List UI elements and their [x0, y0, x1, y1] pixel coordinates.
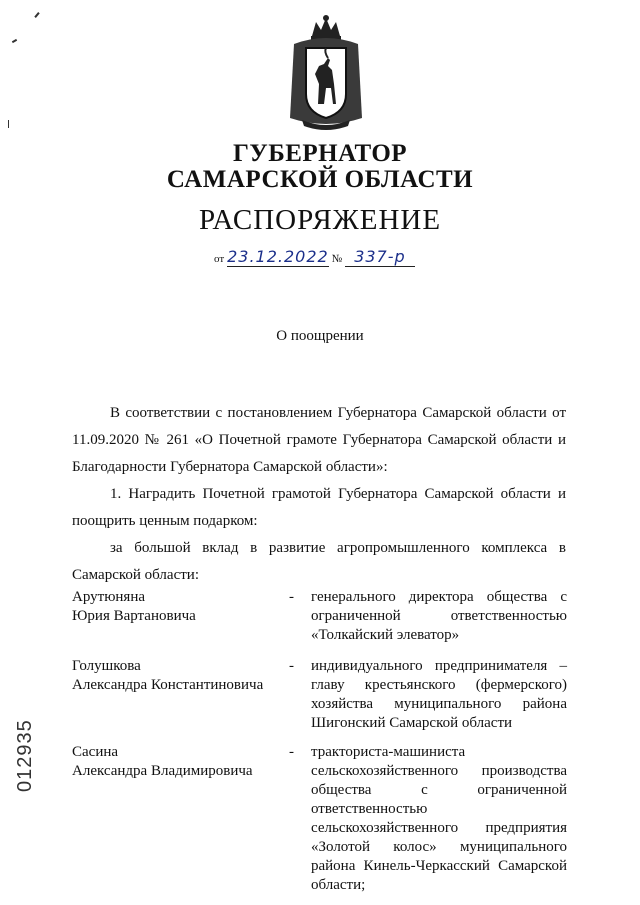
coat-of-arms-emblem: [288, 14, 364, 132]
awardee-given-names: Юрия Вартановича: [72, 608, 196, 624]
list-dash: -: [289, 589, 294, 605]
item-1-paragraph: 1. Наградить Почетной грамотой Губернатора Самарской области и поощрить ценным подарком:: [72, 486, 566, 529]
serial-number: 012935: [14, 719, 36, 792]
list-dash: -: [289, 744, 294, 760]
awardee-name: [72, 743, 297, 781]
awardee-surname: Голушкова: [72, 658, 141, 674]
contribution-paragraph: за большой вклад в развитие агропромышленного комплекса в Самарской области:: [72, 540, 566, 583]
scan-mark: [34, 12, 39, 18]
handwritten-number: 337-р: [345, 247, 415, 267]
scan-mark: [12, 39, 17, 43]
awardee-surname: Сасина: [72, 744, 119, 760]
handwritten-date: 23.12.2022: [227, 247, 329, 266]
awardee-position: генерального директора общества с ограниченной ответственностью «Толкайский элеватор»: [311, 589, 567, 643]
awardee-position: тракториста-машиниста сельскохозяйственного производства общества с ограниченной ответственностью сельскохозяйственного предприятия «Золотой колос» муниципального района Кинель-Черкасский Самарской области;: [311, 744, 567, 893]
document-subject: О поощрении: [276, 328, 364, 344]
document-type-heading: РАСПОРЯЖЕНИЕ: [198, 204, 442, 236]
awardee-surname: Арутюняна: [72, 589, 146, 605]
date-label: от: [214, 253, 225, 265]
issuer-title-line2: САМАРСКОЙ ОБЛАСТИ: [166, 166, 474, 193]
awardee-position: индивидуального предпринимателя – главу крестьянского (фермерского) хозяйства муниципального района Шигонский Самарской области: [311, 658, 567, 731]
awardee-given-names: Александра Константиновича: [72, 677, 264, 693]
number-label: №: [331, 253, 343, 265]
scan-mark: [8, 120, 9, 128]
intro-paragraph: В соответствии с постановлением Губернатора Самарской области от 11.09.2020 № 261 «О Почетной грамоте Губернатора Самарской области и Благодарности Губернатора Самарской области»:: [72, 405, 566, 475]
date-number-line: [214, 247, 415, 267]
awardee-name: [72, 588, 297, 626]
issuer-title-line1: ГУБЕРНАТОР: [232, 140, 408, 167]
awardee-given-names: Александра Владимировича: [72, 763, 253, 779]
awardee-name: [72, 657, 297, 695]
list-dash: -: [289, 658, 294, 674]
